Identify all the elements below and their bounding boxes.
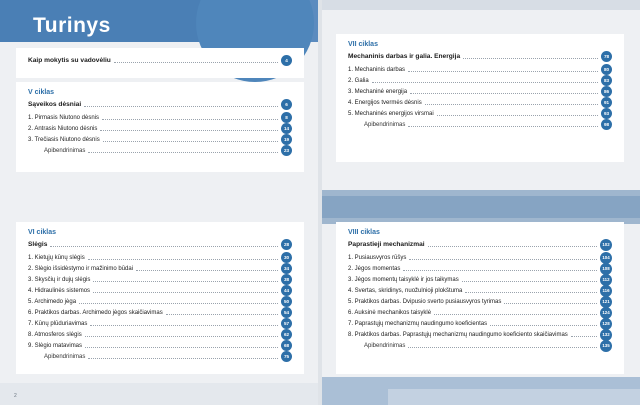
- page-badge: 23: [281, 145, 292, 156]
- decor-band-bottom-right-light: [388, 389, 640, 405]
- page-badge: 98: [601, 119, 612, 130]
- dot-leader: [88, 254, 278, 260]
- page-badge: 28: [281, 239, 292, 250]
- item-label: Apibendrinimas: [44, 353, 86, 360]
- toc-row-item[interactable]: [348, 263, 612, 274]
- folio-page-number: 2: [14, 393, 17, 399]
- page-badge: 83: [601, 75, 612, 86]
- toc-row-item[interactable]: [28, 274, 292, 285]
- item-label: Apibendrinimas: [44, 147, 86, 154]
- dot-leader: [93, 276, 278, 282]
- dot-leader: [490, 320, 597, 326]
- item-label: 8. Praktikos darbas. Paprastųjų mechanizmų naudingumo koeficiento skaičiavimas: [348, 331, 568, 338]
- toc-row-item[interactable]: [28, 340, 292, 351]
- item-label: 5. Archimedo jėga: [28, 298, 77, 305]
- dot-leader: [79, 298, 278, 304]
- dot-leader: [114, 57, 278, 63]
- decor-band-right-middle-dark: [320, 196, 640, 218]
- item-label: 2. Antrasis Niutono dėsnis: [28, 125, 98, 132]
- dot-leader: [408, 121, 598, 127]
- page-badge: 104: [600, 252, 612, 264]
- toc-row-item[interactable]: [28, 307, 292, 318]
- page-badge: 8: [281, 112, 292, 123]
- toc-row-item[interactable]: [348, 274, 612, 285]
- item-label: Apibendrinimas: [364, 342, 406, 349]
- toc-row-intro[interactable]: [28, 55, 292, 66]
- dot-leader: [50, 241, 278, 247]
- dot-leader: [408, 342, 597, 348]
- toc-row-item[interactable]: [348, 252, 612, 263]
- page-badge: 44: [281, 285, 292, 296]
- page-badge: 14: [281, 123, 292, 134]
- page-badge: 62: [281, 329, 292, 340]
- item-label: 2. Jėgos momentas: [348, 265, 401, 272]
- item-label: 5. Mechaninės energijos virsmai: [348, 110, 434, 117]
- dot-leader: [463, 53, 598, 59]
- dot-leader: [88, 353, 278, 359]
- item-label: 6. Auksinė mechanikos taisyklė: [348, 309, 432, 316]
- toc-row-summary[interactable]: [348, 340, 612, 351]
- toc-row-item[interactable]: [348, 108, 612, 119]
- section-title: Slėgis: [28, 241, 48, 248]
- page-badge: 102: [600, 239, 612, 251]
- toc-row-item[interactable]: [28, 123, 292, 134]
- toc-entry-intro-card: [16, 48, 304, 78]
- toc-row-item[interactable]: [348, 64, 612, 75]
- dot-leader: [462, 276, 597, 282]
- page-badge: 38: [281, 274, 292, 285]
- item-label: 5. Praktikos darbas. Dvipusio sverto pusiausvyros tyrimas: [348, 298, 502, 305]
- dot-leader: [428, 241, 597, 247]
- dot-leader: [88, 147, 278, 153]
- section-title: Paprastieji mechanizmai: [348, 241, 425, 248]
- toc-section-v: [16, 82, 304, 172]
- page-badge: 124: [600, 307, 612, 319]
- item-label: 2. Galia: [348, 77, 369, 84]
- page-badge: 78: [601, 51, 612, 62]
- dot-leader: [465, 287, 597, 293]
- toc-row-summary[interactable]: [28, 351, 292, 362]
- dot-leader: [403, 265, 597, 271]
- item-label: 1. Pirmasis Niutono dėsnis: [28, 114, 100, 121]
- toc-row-item[interactable]: [348, 296, 612, 307]
- dot-leader: [425, 99, 598, 105]
- item-label: 1. Kietųjų kūnų slėgis: [28, 254, 85, 261]
- dot-leader: [103, 136, 278, 142]
- section-title: Mechaninis darbas ir galia. Energija: [348, 53, 461, 60]
- item-label: 2. Slėgio išsidėstymo ir mažinimo būdai: [28, 265, 134, 272]
- dot-leader: [166, 309, 278, 315]
- dot-leader: [93, 287, 278, 293]
- page-badge: 6: [281, 99, 292, 110]
- toc-row-item[interactable]: [28, 112, 292, 123]
- toc-row-section-head[interactable]: [28, 99, 292, 110]
- item-label: 3. Mechaninė energija: [348, 88, 408, 95]
- page-badge: 93: [601, 108, 612, 119]
- toc-section-vi: [16, 222, 304, 374]
- toc-row-item[interactable]: [28, 329, 292, 340]
- decor-band-bottom-left: [0, 383, 320, 405]
- dot-leader: [84, 101, 278, 107]
- page-badge: 91: [601, 97, 612, 108]
- item-label: 1. Pusiausvyros rūšys: [348, 254, 407, 261]
- toc-row-item[interactable]: [348, 86, 612, 97]
- item-label: 4. Svertas, skridinys, nuožulnioji plokštuma: [348, 287, 463, 294]
- page-badge: 68: [281, 340, 292, 351]
- toc-row-item[interactable]: [28, 285, 292, 296]
- toc-row-section-head[interactable]: [28, 239, 292, 250]
- toc-row-item[interactable]: [28, 134, 292, 145]
- page-title: Turinys: [33, 14, 111, 37]
- toc-row-section-head[interactable]: [348, 51, 612, 62]
- page-badge: 112: [600, 274, 612, 286]
- item-label: 4. Energijos tvermės dėsnis: [348, 99, 422, 106]
- dot-leader: [434, 309, 597, 315]
- page-badge: 4: [281, 55, 292, 66]
- toc-section-vii: [336, 34, 624, 162]
- item-label: 6. Praktikos darbas. Archimedo jėgos skaičiavimas: [28, 309, 163, 316]
- item-label: 9. Slėgio matavimas: [28, 342, 83, 349]
- page-gutter: [318, 0, 322, 405]
- cycle-label-vi: VI ciklas: [28, 229, 57, 236]
- toc-row-item[interactable]: [348, 97, 612, 108]
- cycle-label-viii: VIII ciklas: [348, 229, 380, 236]
- toc-row-item[interactable]: [28, 318, 292, 329]
- page-badge: 34: [281, 263, 292, 274]
- toc-row-summary[interactable]: [28, 145, 292, 156]
- decor-band-right-top: [320, 0, 640, 10]
- item-label: 7. Kūnų plūduriavimas: [28, 320, 88, 327]
- toc-row-summary[interactable]: [348, 119, 612, 130]
- dot-leader: [410, 88, 598, 94]
- toc-row-item[interactable]: [348, 307, 612, 318]
- page-badge: 57: [281, 318, 292, 329]
- page-badge: 50: [281, 296, 292, 307]
- cycle-label-vii: VII ciklas: [348, 41, 378, 48]
- page-badge: 132: [600, 329, 612, 341]
- item-label: 7. Paprastųjų mechanizmų naudingumo koeficientas: [348, 320, 488, 327]
- page-badge: 116: [600, 285, 612, 297]
- toc-row-item[interactable]: [348, 329, 612, 340]
- page-badge: 121: [600, 296, 612, 308]
- item-label: 8. Atmosferos slėgis: [28, 331, 82, 338]
- page-badge: 80: [601, 64, 612, 75]
- page-badge: 75: [281, 351, 292, 362]
- dot-leader: [504, 298, 597, 304]
- dot-leader: [136, 265, 278, 271]
- toc-row-section-head[interactable]: [348, 239, 612, 250]
- toc-row-item[interactable]: [28, 296, 292, 307]
- dot-leader: [85, 342, 278, 348]
- page-badge: 86: [601, 86, 612, 97]
- dot-leader: [437, 110, 598, 116]
- page-badge: 135: [600, 340, 612, 352]
- toc-row-item[interactable]: [348, 318, 612, 329]
- page-badge: 30: [281, 252, 292, 263]
- section-title: Sąveikos dėsniai: [28, 101, 82, 108]
- toc-row-item[interactable]: [28, 263, 292, 274]
- page-badge: 19: [281, 134, 292, 145]
- dot-leader: [85, 331, 278, 337]
- toc-section-viii: [336, 222, 624, 374]
- toc-intro-label: Kaip mokytis su vadovėliu: [28, 57, 111, 64]
- page-badge: 128: [600, 318, 612, 330]
- dot-leader: [409, 254, 597, 260]
- item-label: 3. Skysčių ir dujų slėgis: [28, 276, 91, 283]
- dot-leader: [571, 331, 597, 337]
- toc-row-item[interactable]: [28, 252, 292, 263]
- toc-row-item[interactable]: [348, 75, 612, 86]
- item-label: 1. Mechaninis darbas: [348, 66, 406, 73]
- toc-row-item[interactable]: [348, 285, 612, 296]
- item-label: 3. Jėgos momentų taisyklė ir jos taikymas: [348, 276, 459, 283]
- dot-leader: [372, 77, 598, 83]
- item-label: 3. Trečiasis Niutono dėsnis: [28, 136, 100, 143]
- dot-leader: [102, 114, 278, 120]
- item-label: 4. Hidraulinės sistemos: [28, 287, 91, 294]
- page-badge: 54: [281, 307, 292, 318]
- dot-leader: [408, 66, 598, 72]
- cycle-label-v: V ciklas: [28, 89, 55, 96]
- page-badge: 108: [600, 263, 612, 275]
- item-label: Apibendrinimas: [364, 121, 406, 128]
- dot-leader: [90, 320, 278, 326]
- dot-leader: [100, 125, 278, 131]
